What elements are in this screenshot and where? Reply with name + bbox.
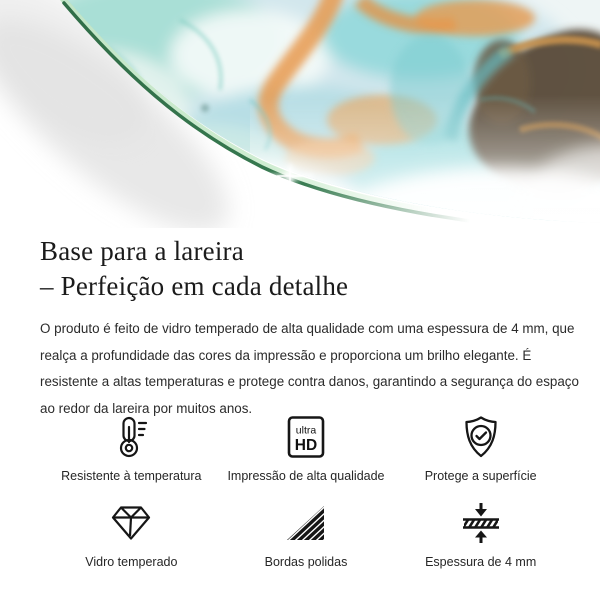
product-description-section [0, 234, 600, 570]
product-description-text: O produto é feito de vidro temperado de alta qualidade com uma espessura de 4 mm, que realça a profundidade das cores da impressão e proporciona um brilho elegante. É resistente a altas temperaturas e protege contra danos, garantindo a segurança do espaço ao redor da lareira por muitos anos. [40, 321, 579, 416]
feature-print-quality [219, 414, 394, 484]
feature-surface-protection [393, 414, 568, 484]
svg-text:ultra: ultra [295, 424, 317, 437]
feature-thickness [393, 500, 568, 570]
page-title-line2: – Perfeição em cada detalhe [40, 271, 349, 301]
thickness-icon [459, 500, 503, 546]
shield-check-icon [459, 414, 503, 460]
thermometer-icon [110, 414, 152, 460]
feature-label: Bordas polidas [264, 555, 348, 569]
page-title [40, 234, 572, 304]
feature-temperature-resistant [44, 414, 219, 484]
feature-label: Vidro temperado [85, 555, 178, 569]
feature-polished-edges [219, 500, 394, 570]
svg-text:HD: HD [294, 437, 318, 454]
feature-label: Espessura de 4 mm [425, 555, 537, 569]
product-hero [0, 0, 600, 228]
feature-label: Resistente à temperatura [61, 469, 202, 483]
feature-label: Protege a superfície [424, 469, 537, 483]
product-image [0, 0, 600, 228]
ultra-hd-icon [285, 414, 327, 460]
feature-label: Impressão de alta qualidade [227, 469, 385, 483]
feature-grid [40, 414, 572, 570]
diamond-icon [109, 500, 153, 546]
feature-tempered-glass [44, 500, 219, 570]
page-title-line1: Base para a lareira [40, 236, 244, 266]
polished-edges-icon [284, 500, 328, 546]
